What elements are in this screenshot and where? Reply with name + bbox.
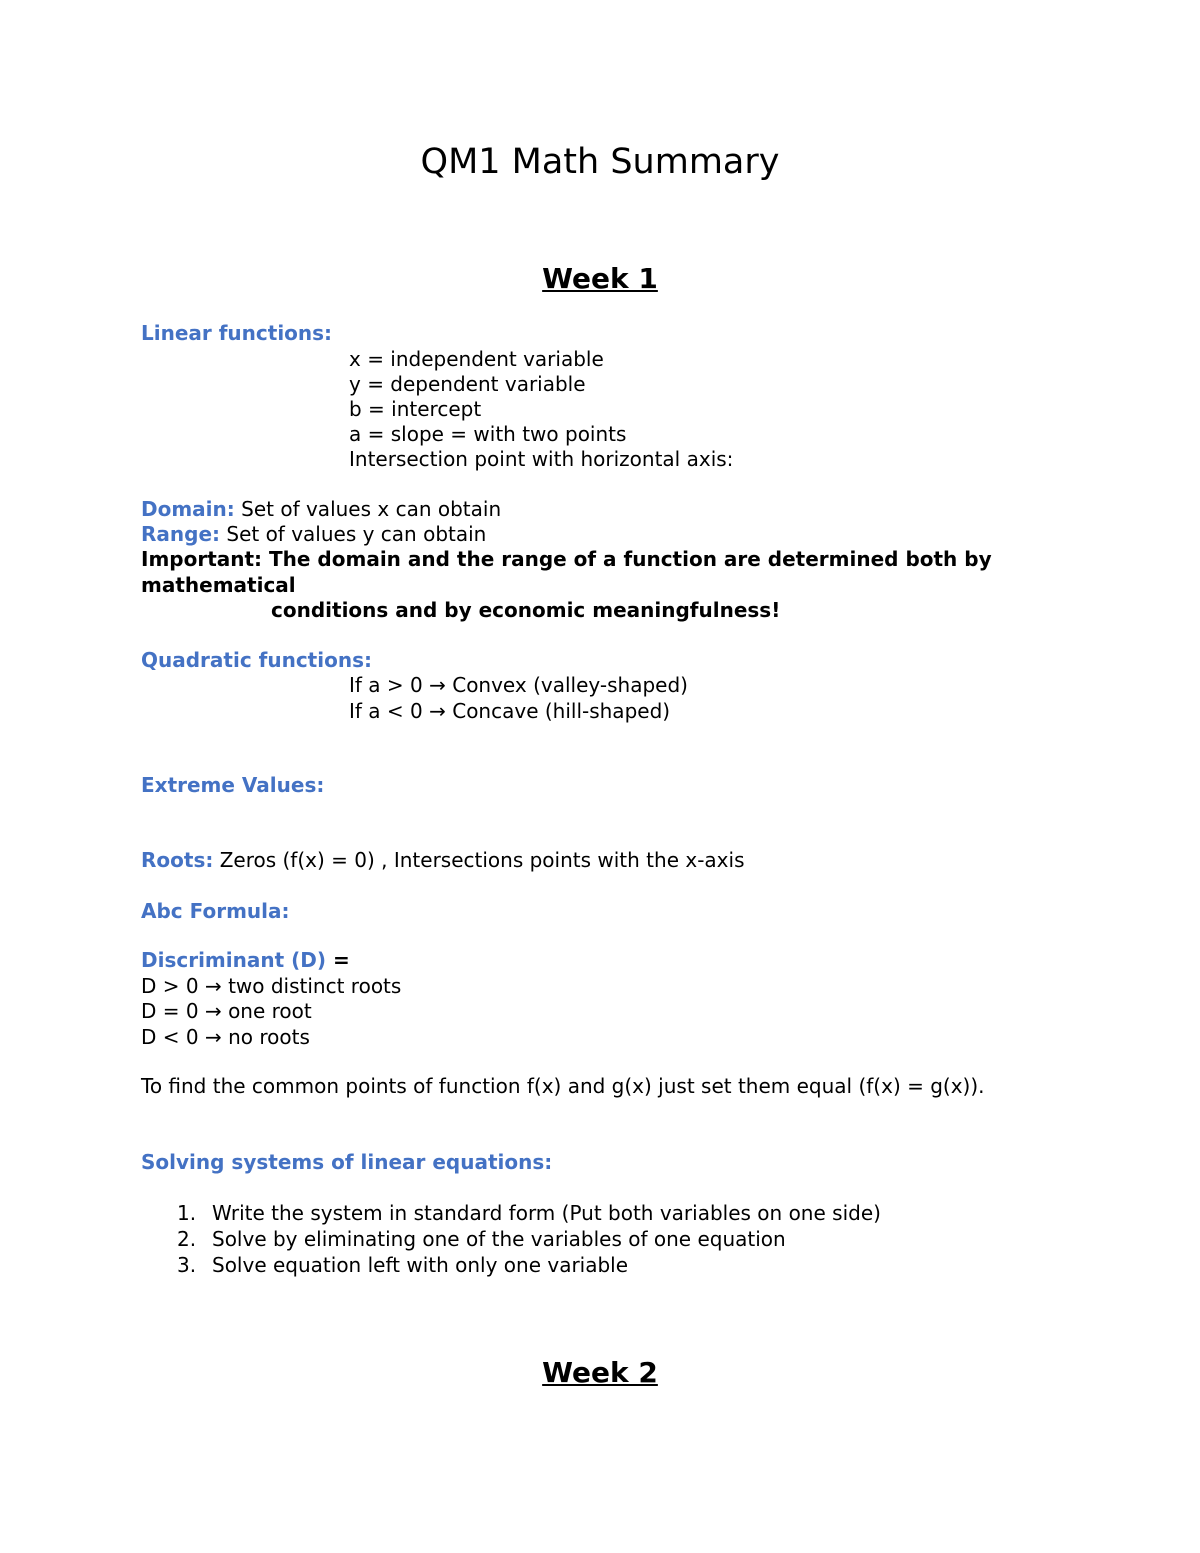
week-2-heading: Week 2 — [542, 1356, 658, 1389]
quadratic-line-concave: If a < 0 → Concave (hill-shaped) — [349, 699, 671, 723]
discriminant-label: Discriminant (D) — [141, 948, 327, 972]
list-item — [141, 1252, 881, 1278]
list-item-text: Solve by eliminating one of the variables of one equation — [212, 1227, 786, 1251]
roots-text: Zeros (f(x) = 0) , Intersections points with the x-axis — [213, 848, 745, 872]
range-text: Set of values y can obtain — [220, 522, 487, 546]
linear-line-a: a = slope = with two points — [349, 422, 627, 446]
list-item — [141, 1226, 881, 1252]
important-line-2: mathematical — [141, 573, 296, 597]
domain-label: Domain: — [141, 497, 235, 521]
quadratic-functions-heading: Quadratic functions: — [141, 648, 372, 672]
range-label: Range: — [141, 522, 221, 546]
important-line-3: conditions and by economic meaningfulness! — [271, 598, 781, 622]
linear-line-b: b = intercept — [349, 397, 482, 421]
discriminant-negative: D < 0 → no roots — [141, 1025, 310, 1049]
linear-functions-heading: Linear functions: — [141, 321, 333, 345]
linear-line-x: x = independent variable — [349, 347, 604, 371]
list-item-text: Solve equation left with only one variable — [212, 1253, 629, 1277]
systems-steps-list — [141, 1200, 881, 1278]
discriminant-line — [141, 948, 350, 973]
list-item-text: Write the system in standard form (Put both variables on one side) — [212, 1201, 881, 1225]
list-item-number: 2. — [177, 1227, 197, 1251]
discriminant-zero: D = 0 → one root — [141, 999, 312, 1023]
week-1-heading: Week 1 — [542, 262, 658, 295]
quadratic-line-convex: If a > 0 → Convex (valley-shaped) — [349, 673, 688, 697]
common-points-text: To find the common points of function f(x) and g(x) just set them equal (f(x) = g(x)). — [141, 1074, 985, 1098]
abc-formula-heading: Abc Formula: — [141, 899, 290, 923]
list-item-number: 3. — [177, 1253, 197, 1277]
domain-text: Set of values x can obtain — [234, 497, 502, 521]
domain-line — [141, 497, 501, 522]
list-item-number: 1. — [177, 1201, 197, 1225]
roots-line — [141, 848, 745, 873]
roots-label: Roots: — [141, 848, 214, 872]
extreme-values-heading: Extreme Values: — [141, 773, 325, 797]
systems-heading: Solving systems of linear equations: — [141, 1150, 553, 1174]
linear-line-y: y = dependent variable — [349, 372, 586, 396]
discriminant-equals: = — [326, 948, 350, 972]
important-line-1: Important: The domain and the range of a function are determined both by — [141, 547, 992, 571]
linear-line-intersection: Intersection point with horizontal axis: — [349, 447, 734, 471]
discriminant-positive: D > 0 → two distinct roots — [141, 974, 402, 998]
document-title: QM1 Math Summary — [420, 142, 780, 182]
range-line — [141, 522, 486, 547]
list-item — [141, 1200, 881, 1226]
